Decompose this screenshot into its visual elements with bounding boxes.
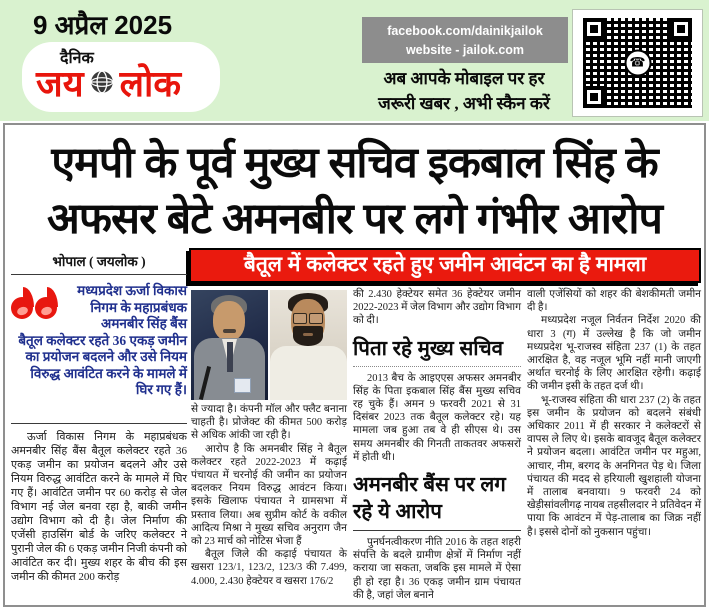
logo-word-lok: लोक <box>119 63 181 104</box>
headline-line2: अफसर बेटे अमनबीर पर लगे गंभीर आरोप <box>47 195 662 243</box>
body-paragraph: की 2.430 हेक्टेयर समेत 36 हेक्टेयर जमीन 2022-2023 में जेल विभाग और उद्योग विभाग को दी। <box>353 289 521 327</box>
divider <box>11 423 187 424</box>
body-paragraph: मध्यप्रदेश नजूल निर्वतन निर्देश 2020 की धारा 3 (ग) में उल्लेख है कि जो जमीन मध्यप्रदेश भू-राजस्व संहिता 237 (1) के तहत आरक्षित है, वह नजूल भूमि नहीं मानी जाएगी अर्थात चरनोई के लिए आरक्षित रहेगी। कढ़ाई की जमीन इसी के तहत दर्ज थी। <box>527 315 701 393</box>
column-2 <box>191 290 347 588</box>
kicker-banner: बैतूल में कलेक्टर रहते हुए जमीन आवंटन का है मामला <box>189 248 701 283</box>
whatsapp-icon: ☎ <box>624 50 651 77</box>
column-4 <box>527 288 701 539</box>
body-paragraph: आरोप है कि अमनबीर सिंह ने बैतूल कलेक्टर रहते 2022-2023 में कढ़ाई पंचायत में चरनोई की जमीन का प्रयोजन बदलकर नियम विरुद्ध आवंटन किया। इसके खिलाफ पंचायत ने ग्रामसभा में प्रस्ताव लिया। अब सुप्रीम कोर्ट के वकील आदित्य मिश्रा ने मुख्य सचिव अनुराग जैन को 23 मार्च को नोटिस भेजा हैं <box>191 443 347 548</box>
whatsapp-qr-code <box>572 9 703 117</box>
article-frame <box>3 123 706 607</box>
website-url: website - jailok.com <box>405 43 525 58</box>
photo-strip <box>191 290 347 400</box>
qr-finder-icon <box>583 18 605 40</box>
section-heading-pita: पिता रहे मुख्य सचिव <box>353 336 504 360</box>
masthead <box>0 0 709 121</box>
body-paragraph: पुनर्घनत्वीकरण नीति 2016 के तहत शहरी संपत्ति के बदले ग्रामीण क्षेत्रों में निर्माण नहीं कराया जा सकता, जबकि इस मामले में ऐसा ही हो रहा है। 36 एकड़ जमीन ग्राम पंचायत की है, जहां जेल बनाने <box>353 537 521 601</box>
divider <box>353 530 521 531</box>
pull-quote-text: मध्यप्रदेश ऊर्जा विकास निगम के महाप्रबंधक अमनबीर सिंह बैंस बैतूल कलेक्टर रहते 36 एकड़ जमीन का प्रयोजन बदलने और उसे नियम विरुद्ध आवंटित करने के मामले में घिर गए हैं। <box>18 283 187 397</box>
body-paragraph: 2013 बैच के आइएएस अफसर अमनबीर सिंह के पिता इकबाल सिंह बैंस मुख्य सचिव रह चुके हैं। अमन 9 फरवरी 2021 से 31 दिसंबर 2023 तक बैतूल कलेक्टर रहे। यह मामला जब हुआ तब वे ही सीएस थे। उस समय अमनबीर की गिनती ताकतवर अफसरों में होती थी। <box>353 372 521 463</box>
logo-tagline: दैनिक <box>60 50 94 67</box>
qr-finder-icon <box>583 86 605 108</box>
pull-quote-block <box>11 275 187 423</box>
body-paragraph: भू-राजस्व संहिता की धारा 237 (2) के तहत इस जमीन के प्रयोजन को बदलने संबंधी अधिकार 2011 में ही सरकार ने कलेक्टरों से वापस ले लिए थे। इसके बावजूद बैतूल कलेक्टर ने प्रयोजन बदला। आवंटित जमीन पर महुआ, आचार, नीम, बरगद के अनगिनत पेड़ थे। जिला पंचायत की मदद से हरियाली खुशहाली योजना में तालाब बनवाया। 9 फरवरी 24 को खेड़ीसांवलीगढ़ नायब तहसीलदार ने प्रतिवेदन में पाया कि आवंटन में पेड़-तालाब का जिक्र नहीं है। इससे दोनों को नुकसान पहुंचा। <box>527 394 701 538</box>
newspaper-logo <box>22 42 220 112</box>
byline: भोपाल ( जयलोक ) <box>52 254 146 269</box>
column-3 <box>353 288 521 602</box>
scan-promo-text: अब आपके मोबाइल पर हर जरूरी खबर , अभी स्कैन करें <box>378 69 550 113</box>
logo-word-jai: जय <box>36 63 84 104</box>
dotted-divider <box>353 366 521 367</box>
body-paragraph: ऊर्जा विकास निगम के महाप्रबंधक अमनबीर सिंह बैंस बैतूल कलेक्टर रहते 36 एकड़ जमीन का प्रयोजन बदलने और उसे नियम विरुद्ध आवंटित करने के मामले में घिर गए हैं। आवंटित जमीन पर 60 करोड़ से जेल विभाग नई जेल बनवा रहा है, बाकी जमीन उद्योग विभाग को दी है। जेल निर्माण की एजेंसी हाउसिंग बोर्ड के जरिए कलेक्टर ने पुरानी जेल की 6 एकड़ जमीन निजी कंपनी को आवंटित कर दी। मुख्य शहर के बीच की इस जमीन की कीमत 200 करोड़ <box>11 431 187 583</box>
globe-icon <box>89 69 115 100</box>
qr-pattern <box>583 18 692 108</box>
official-portrait-photo-right <box>270 290 347 400</box>
official-portrait-photo-left <box>191 290 268 400</box>
edition-date: 9 अप्रैल 2025 <box>33 10 173 40</box>
body-paragraph: से ज्यादा है। कंपनी मॉल और फ्लैट बनाना चाहती है। प्रोजेक्ट की कीमत 500 करोड़ से अधिक आंकी जा रही है। <box>191 404 347 442</box>
body-paragraph: बैतूल जिले की कढ़ाई पंचायत के खसरा 123/1, 123/2, 123/3 की 7.499, 4.000, 2.430 हेक्टेयर व खसरा 176/2 <box>191 549 347 587</box>
section-heading-aarop: अमनबीर बैंस पर लग रहे ये आरोप <box>353 473 506 524</box>
facebook-url: facebook.com/dainikjailok <box>387 24 543 38</box>
column-1 <box>11 252 187 584</box>
quote-marks-icon <box>11 287 69 327</box>
qr-finder-icon <box>670 18 692 40</box>
headline-line1: एमपी के पूर्व मुख्य सचिव इकबाल सिंह के <box>51 139 658 187</box>
body-paragraph: वाली एजेंसियों को शहर की बेशकीमती जमीन दी है। <box>527 289 701 314</box>
social-links-box <box>362 17 568 63</box>
